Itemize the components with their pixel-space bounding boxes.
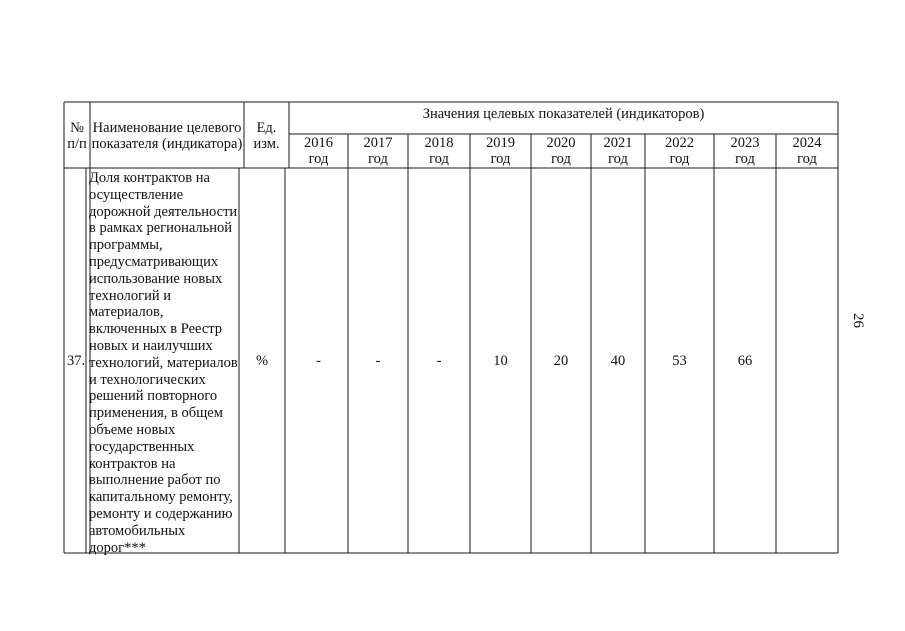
indicator-name-line: применения, в общем	[89, 405, 223, 422]
year-label: год	[797, 150, 817, 167]
indicator-name-line: выполнение работ по	[89, 472, 221, 489]
header-year-2021	[591, 136, 645, 167]
header-year-2024	[776, 136, 838, 167]
year-number: 2022	[665, 135, 694, 151]
indicator-name-line: программы,	[89, 237, 163, 254]
year-number: 2024	[792, 135, 822, 151]
indicator-name-line: Доля контрактов на	[89, 170, 210, 186]
year-label: год	[368, 150, 388, 167]
indicator-name-line: дорог***	[89, 539, 146, 556]
header-year-2018	[408, 136, 470, 167]
year-label: год	[429, 150, 449, 167]
value-cell-2016: -	[316, 353, 321, 369]
indicator-name-line: контрактов на	[89, 455, 176, 472]
indicator-name-line: государственных	[89, 438, 195, 455]
row-number: 37.	[66, 353, 86, 369]
indicator-name-line: новых и наилучших	[89, 337, 213, 354]
indicator-name-line: капитальному ремонту,	[89, 489, 233, 506]
indicator-name-line: предусматривающих	[89, 253, 219, 270]
header-unit: Ед. изм.	[253, 120, 280, 152]
indicator-name-line: дорожной деятельности	[89, 203, 238, 220]
indicator-name-line: технологий, материалов	[89, 354, 238, 371]
header-year-2016	[289, 136, 348, 167]
value-cell-2021: 40	[610, 353, 626, 369]
indicator-name-line: материалов,	[89, 304, 164, 321]
header-year-2017	[348, 136, 408, 167]
header-number: № п/п	[67, 120, 87, 152]
indicator-name-line: и технологических	[89, 371, 206, 388]
header-year-2022	[645, 136, 714, 167]
header-year-2019	[470, 136, 531, 167]
value-cell-2018: -	[436, 353, 442, 369]
value-cell-2023: 66	[737, 353, 753, 369]
indicator-name-line: объеме новых	[89, 421, 176, 438]
header-year-2023	[714, 136, 776, 167]
value-cell-2019: 10	[493, 353, 508, 369]
year-number: 2023	[730, 135, 760, 151]
year-label: год	[490, 150, 511, 167]
header-values-title: Значения целевых показателей (индикаторов)	[422, 106, 705, 122]
indicator-name-line: автомобильных	[89, 522, 186, 539]
year-number: 2018	[424, 135, 454, 151]
header-indicator-name: Наименование целевого показателя (индикатора)	[91, 120, 243, 152]
year-label: год	[608, 150, 628, 167]
row-indicator-name	[89, 170, 239, 556]
indicator-name-line: осуществление	[89, 186, 184, 203]
indicator-name-line: технологий и	[89, 287, 171, 304]
value-cell-2020: 20	[553, 353, 569, 369]
indicator-name-line: решений повторного	[89, 388, 218, 405]
indicator-name-line: использование новых	[89, 270, 223, 287]
value-cell-2022: 53	[672, 353, 687, 369]
year-number: 2020	[546, 135, 576, 151]
indicator-name-line: ремонту и содержанию	[89, 505, 233, 522]
header-year-2020	[531, 136, 591, 167]
year-label: год	[735, 150, 755, 167]
year-number: 2021	[603, 135, 633, 151]
year-label: год	[669, 150, 690, 167]
year-number: 2016	[304, 135, 333, 151]
year-number: 2019	[486, 135, 515, 151]
row-unit: %	[255, 353, 269, 369]
year-number: 2017	[363, 135, 393, 151]
indicator-name-line: в рамках региональной	[89, 220, 233, 237]
year-label: год	[308, 150, 329, 167]
indicator-name-line: включенных в Реестр	[89, 321, 223, 338]
value-cell-2017: -	[375, 353, 381, 369]
year-label: год	[551, 150, 571, 167]
page-number: 26	[850, 313, 866, 328]
